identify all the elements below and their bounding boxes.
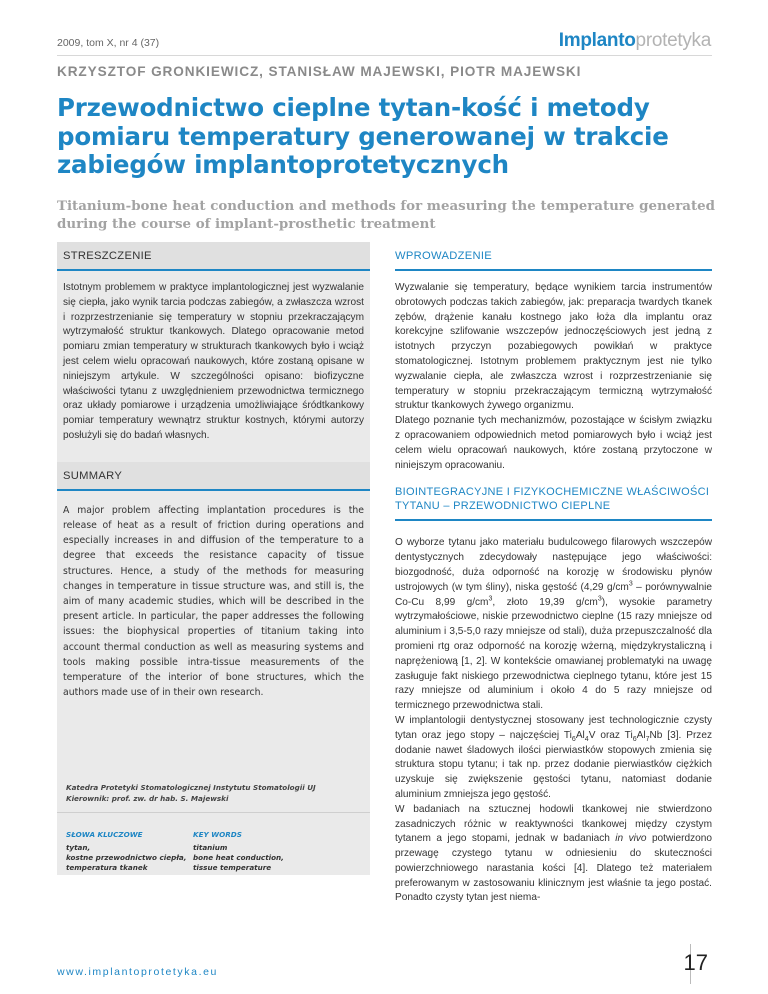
bio-p1: O wyborze tytanu jako materiału budulcowego filarowych wszczepów dentystycznych zdecydowały następujące jego właściwości: biozgodność, duża odporność na korozję w środowisku płynów ustrojowych (w tym śliny), niska gęstość (4,29 $g/cm^3$ – porównywalnie Co-Cu 8,99 $g/cm^3$, złoto 19,39 $g/cm^3$), wysokie parametry wytrzymałościowe, niskie przewodnictwo cieplne (15 razy mniejsze od aluminium i 3,5-5,0 razy mniejsze od stali), duża przepuszczalność dla promieni rtg oraz odporność na korozję wżerną, międzykrystaliczną i naprężeniową [1, 2]. W kontekście omawianej problematyki na uwagę zasługuje fakt niskiego przewodnictwa cieplnego tytanu, które jest 15 razy mniejsze od aluminium i około 4 do 5 razy mniejsze od termicznego przewodnictwa stali. [395,537,713,712]
main-column [395,242,712,906]
affiliation [66,783,366,804]
affiliation-line-2: Kierownik: prof. zw. dr hab. S. Majewski [66,793,229,803]
issue-info: 2009, tom X, nr 4 (37) [57,37,160,49]
streszczenie-heading: STRESZCZENIE [57,242,370,271]
affiliation-line-1: Katedra Protetyki Stomatologicznej Instytutu Stomatologii UJ [66,783,316,792]
brand-part-2: protetyka [635,30,711,51]
footer-url-link[interactable]: www.implantoprotetyka.eu [57,966,218,978]
article-subtitle: Titanium-bone heat conduction and methods for measuring the temperature generated during the course of implant-prosthetic treatment [57,198,716,232]
wprowadzenie-heading: WPROWADZENIE [395,242,712,271]
wprowadzenie-p2: Dlatego poznanie tych mechanizmów, pozostające w ścisłym związku z opracowaniem odpowiednich metod pomiarowych było i wciąż jest celem wielu opracowań naukowych, które zostaną przytoczone w niniejszym opracowaniu. [395,415,712,471]
keyword-en-1: titanium [193,843,228,852]
bio-heading: BIOINTEGRACYJNE I FIZYKOCHEMICZNE WŁAŚCIWOŚCI TYTANU – PRZEWODNICTWO CIEPLNE [395,485,712,521]
wprowadzenie-p1: Wyzwalanie się temperatury, będące wynikiem tarcia instrumentów obrotowych podczas takich zabiegów, jak: preparacja twardych tkanek zębów, drążenie kanału kostnego jako łoża dla implantu oraz korekcyjne szlifowanie wszczepów jednoczęściowych jest jedną z istotnych przyczyn pozabiegowych powikłań w praktyce stomatologicznej. Istotnym problemem praktycznym jest nie tylko wyzwalanie ciepła, ale zwłaszcza wzrost i rozprzestrzenianie się temperatury w stopniu przekraczającym termiczną wytrzymałość struktur tkankowych żywego organizmu. [395,282,712,412]
bio-p2: W implantologii dentystycznej stosowany jest technologicznie czysty tytan oraz jego stopy – najczęściej $Ti_6Al_4V$ oraz $Ti_6Al_7Nb$ [3]. Przez dodanie nawet śladowych ilości pierwiastków stopowych zmienia się struktura stopu tytanu; i tak np. przez dodanie pierwiastków ciężkich uzyskuje się zwiększenie gęstości tytanu, natomiast dodanie aluminium zmniejsza jego gęstość. [395,714,713,800]
keyword-en-3: tissue temperature [193,863,272,872]
article-title: Przewodnictwo cieplne tytan-kość i metody pomiaru temperatury generowanej w trakcie zabiegów implantoprotetycznych [57,93,669,179]
keywords-en-heading: KEY WORDS [193,830,242,839]
bio-p3: W badaniach na sztucznej hodowli tkankowej nie stwierdzono zasadniczych różnic w reaktywności tkankowej między czystym tytanem a jego stopami, jednak w badaniach in vivo potwierdzono przewagę czystego tytanu w odniesieniu do skuteczności powierzchniowego narastania kości [4]. Dlatego też materiałem preferowanym w zastosowaniu klinicznym jest właśnie ta jego postać. Ponadto czysty tytan jest niema- [395,803,712,904]
summary-heading: SUMMARY [57,462,370,491]
journal-brand [559,30,711,52]
bio-body [395,536,712,906]
streszczenie-body [57,271,370,456]
keyword-en-2: bone heat conduction, [193,853,284,862]
header-divider [57,55,712,56]
keywords-pl-heading: SŁOWA KLUCZOWE [66,830,143,839]
keyword-pl-2: kostne przewodnictwo ciepła, [66,853,187,862]
brand-part-1: Implanto [558,30,636,51]
wprowadzenie-body [395,281,712,473]
keyword-pl-1: tytan, [66,843,91,852]
keywords-en [193,830,284,873]
summary-body [57,491,370,713]
authors: KRZYSZTOF GRONKIEWICZ, STANISŁAW MAJEWSKI, PIOTR MAJEWSKI [57,64,582,79]
keyword-pl-3: temperatura tkanek [66,863,148,872]
keywords-pl [66,830,187,873]
streszczenie-text: Istotnym problemem w praktyce implantologicznej jest wyzwalanie się ciepła, jako wynik tarcia podczas zabiegów, a zwłaszcza wzrost i rozprzestrzenianie się temperatury w stopniu przekraczającym wytrzymałość struktur tkankowych. Dlatego opracowanie metod pomiaru zmian temperatury w strukturach tkankowych było i wciąż jest celem wielu opracowań naukowych, które zostaną opisane w niniejszym artykule. W szczególności opisano: biofizyczne właściwości tytanu z uwzględnieniem przewodnictwa termicznego oraz układy pomiarowe i urządzenia umożliwiające śródtkankowy pomiar temperatury wewnątrz struktur kostnych, którymi autorzy posłużyli się do badań własnych. [63,282,364,441]
summary-text: A major problem affecting implantation procedures is the release of heat as a result of friction during operations and especially increases in and diffusion of the temperature to a degree that exceeds the resistance capacity of tissue structures. Hence, a study of the methods for measuring changes in temperature in tissue structure was, and still is, the aim of many academic studies, which will be described in the present article. In particular, the paper addresses the following issues: the biophysical properties of titanium taking into account thermal conduction as well as measuring systems and tools making possible intra-tissue measurements of the temperature of the interior of bone structures, which the authors made use of in their own research. [63,504,364,699]
keywords-divider [57,812,370,813]
abstract-column [57,242,370,875]
page-number: 17 [683,950,708,975]
